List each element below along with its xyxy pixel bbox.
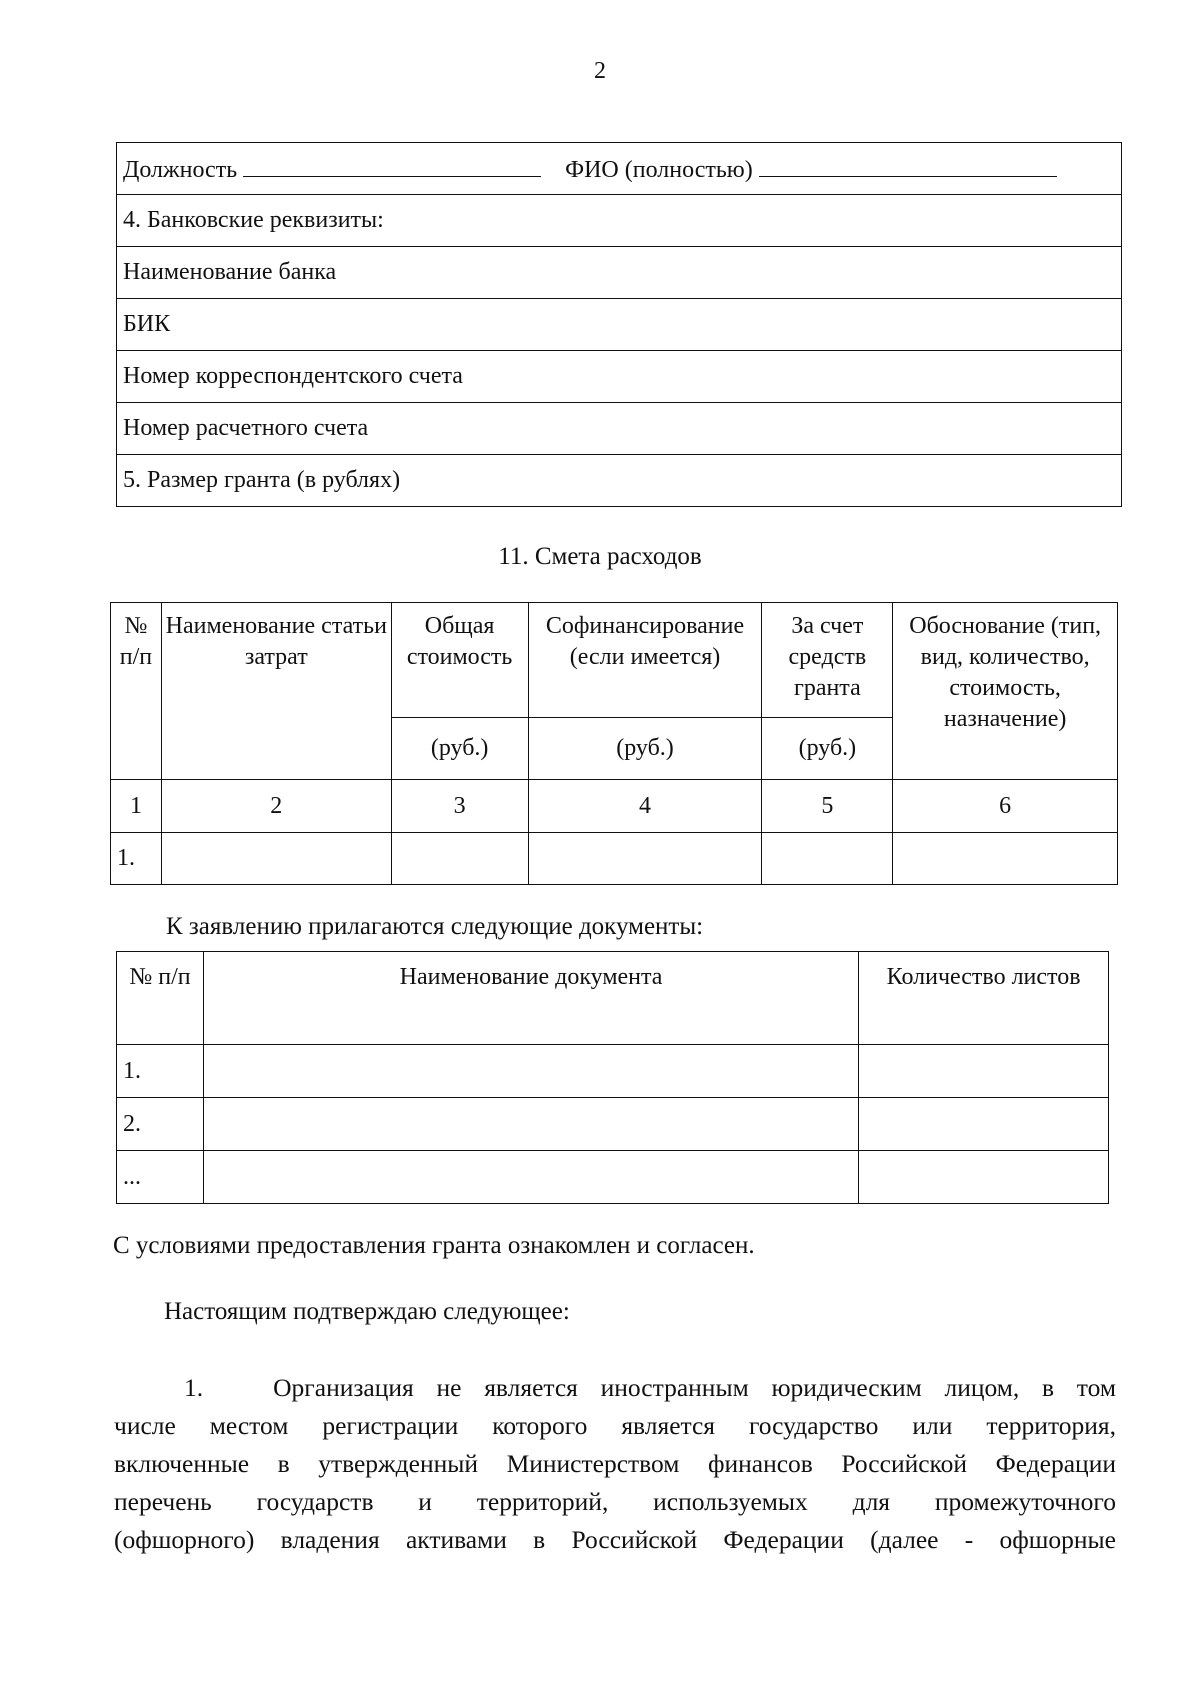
- header-grant: За счет средств гранта: [762, 603, 893, 718]
- table-row: [117, 455, 1122, 507]
- grant-cell[interactable]: [762, 833, 893, 885]
- fio-field[interactable]: [759, 154, 1057, 177]
- table-row: [117, 1045, 1109, 1098]
- row-number: 1.: [117, 1045, 204, 1098]
- paragraph-line: (офшорного) владения активами в Российской Федерации (далее - офшорные: [114, 1525, 1116, 1554]
- col-number: 3: [391, 780, 528, 833]
- sheets-cell[interactable]: [859, 1098, 1109, 1151]
- paragraph-line: включенные в утвержденный Министерством финансов Российской Федерации: [114, 1449, 1116, 1478]
- header-num: № п/п: [111, 603, 162, 780]
- position-field[interactable]: [243, 154, 541, 177]
- header-num: № п/п: [117, 952, 204, 1045]
- budget-table: [110, 602, 1118, 885]
- header-item: Наименование статьи затрат: [161, 603, 391, 780]
- unit-total: (руб.): [391, 718, 528, 780]
- doc-name-cell[interactable]: [203, 1151, 858, 1204]
- sheets-cell[interactable]: [859, 1045, 1109, 1098]
- header-doc-name: Наименование документа: [203, 952, 858, 1045]
- item-cell[interactable]: [161, 833, 391, 885]
- corr-account-field[interactable]: Номер корреспондентского счета: [117, 351, 1122, 403]
- table-row: [117, 247, 1122, 299]
- agreement-text: С условиями предоставления гранта ознакомлен и согласен.: [113, 1232, 755, 1259]
- sheets-cell[interactable]: [859, 1151, 1109, 1204]
- bik-field[interactable]: БИК: [117, 299, 1122, 351]
- row-number: ...: [117, 1151, 204, 1204]
- attachments-table: [116, 951, 1109, 1204]
- doc-name-cell[interactable]: [203, 1098, 858, 1151]
- table-row: [117, 351, 1122, 403]
- col-number: 4: [528, 780, 762, 833]
- cofin-cell[interactable]: [528, 833, 762, 885]
- paragraph-line: числе местом регистрации которого является государство или территория,: [114, 1411, 1116, 1440]
- budget-title: 11. Смета расходов: [498, 543, 702, 570]
- confirm-intro: Настоящим подтверждаю следующее:: [164, 1298, 570, 1325]
- header-cofin: Софинансирование (если имеется): [528, 603, 762, 718]
- item-1-paragraph: [114, 1369, 1116, 1559]
- justification-cell[interactable]: [893, 833, 1118, 885]
- fio-label: ФИО (полностью): [565, 156, 753, 183]
- table-row: [117, 1151, 1109, 1204]
- row-number: 2.: [117, 1098, 204, 1151]
- col-number: 2: [161, 780, 391, 833]
- item-1-number: 1.: [184, 1373, 204, 1402]
- bank-details-table: [116, 142, 1122, 507]
- attachments-heading: К заявлению прилагаются следующие документы:: [166, 913, 704, 940]
- table-row: [117, 195, 1122, 247]
- unit-grant: (руб.): [762, 718, 893, 780]
- row-number: 1.: [111, 833, 162, 885]
- bank-name-field[interactable]: Наименование банка: [117, 247, 1122, 299]
- table-row: [117, 1098, 1109, 1151]
- grant-amount-field[interactable]: 5. Размер гранта (в рублях): [117, 455, 1122, 507]
- col-number: 5: [762, 780, 893, 833]
- signatory-row: [117, 143, 1122, 195]
- header-sheets: Количество листов: [859, 952, 1109, 1045]
- settlement-account-field[interactable]: Номер расчетного счета: [117, 403, 1122, 455]
- position-label: Должность: [123, 156, 238, 183]
- paragraph-line: перечень государств и территорий, используемых для промежуточного: [114, 1487, 1116, 1516]
- paragraph-line: Организация не является иностранным юридическим лицом, в том: [273, 1373, 1116, 1402]
- total-cell[interactable]: [391, 833, 528, 885]
- table-row: [111, 833, 1118, 885]
- header-total: Общая стоимость: [391, 603, 528, 718]
- doc-name-cell[interactable]: [203, 1045, 858, 1098]
- table-row: [117, 299, 1122, 351]
- table-row: [117, 403, 1122, 455]
- bank-details-heading: 4. Банковские реквизиты:: [117, 195, 1122, 247]
- col-number: 1: [111, 780, 162, 833]
- header-justification: Обоснование (тип, вид, количество, стоимость, назначение): [893, 603, 1118, 780]
- page-number: 2: [594, 58, 606, 84]
- unit-cofin: (руб.): [528, 718, 762, 780]
- col-number: 6: [893, 780, 1118, 833]
